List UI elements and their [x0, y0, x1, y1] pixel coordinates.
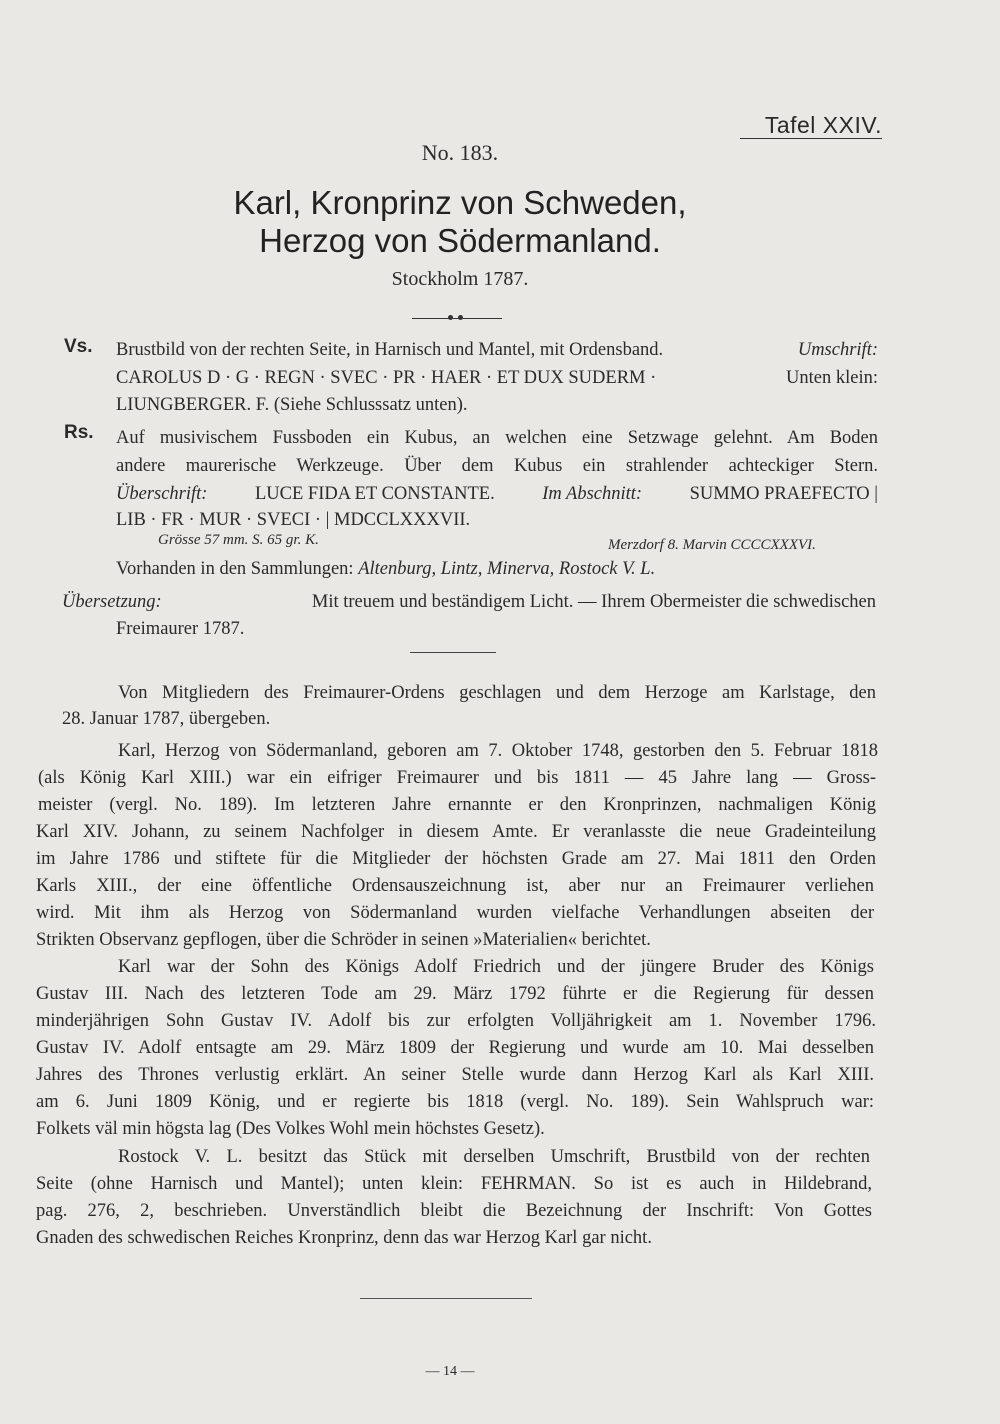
obverse-small-label: Unten klein: [786, 368, 878, 388]
collections-list: Altenburg, Lintz, Minerva, Rostock V. L. [358, 559, 656, 579]
body-line: Strikten Observanz gepflogen, über die Schröder in seinen »Materialien« berichtet. [36, 930, 651, 950]
plate-underline [740, 138, 882, 139]
collections-label: Vorhanden in den Sammlungen: [116, 559, 354, 579]
reverse-line-1: Auf musivischem Fussboden ein Kubus, an welchen eine Setzwage gelehnt. Am Boden [116, 428, 878, 448]
translation-text: Mit treuem und beständigem Licht. — Ihrem Obermeister die schwedischen [311, 592, 876, 612]
reverse-overscript-label: Überschrift: [116, 484, 208, 504]
plate-label: Tafel XXIV. [764, 112, 882, 138]
body-line: Gustav IV. Adolf entsagte am 29. März 1809 der Regierung und wurde am 10. Mai desselben [36, 1038, 874, 1058]
body-line: wird. Mit ihm als Herzog von Södermanland wurden vielfache Verhandlungen abseiten der [36, 903, 874, 923]
body-line: im Jahre 1786 und stiftete für die Mitglieder der höchsten Grade am 27. Mai 1811 den Orden [36, 849, 876, 869]
collections-line [116, 557, 655, 581]
body-line: Von Mitgliedern des Freimaurer-Ordens geschlagen und dem Herzoge am Karlstage, den [118, 683, 876, 703]
size-weight: Grösse 57 mm. S. 65 gr. K. [158, 532, 319, 548]
reverse-line-4: LIB · FR · MUR · SVECI · | MDCCLXXXVII. [116, 510, 471, 530]
reverse-overscript: LUCE FIDA ET CONSTANTE. [254, 484, 495, 504]
reverse-line-3 [116, 482, 878, 506]
body-line: Karl, Herzog von Södermanland, geboren am 7. Oktober 1748, gestorben den 5. Februar 1818 [118, 741, 878, 761]
reverse-exergue-label: Im Abschnitt: [542, 484, 643, 504]
references: Merzdorf 8. Marvin CCCCXXXVI. [608, 537, 816, 553]
body-line: Karl XIV. Johann, zu seinem Nachfolger in diesem Amte. Er veranlasste die neue Gradeinteilung [36, 822, 876, 842]
page-number: — 14 — [425, 1364, 475, 1379]
entry-number: No. 183. [421, 140, 499, 165]
body-line: Gnaden des schwedischen Reiches Kronprinz, denn das war Herzog Karl gar nicht. [36, 1228, 652, 1248]
body-line: am 6. Juni 1809 König, und er regierte bis 1818 (vergl. No. 189). Sein Wahlspruch war: [36, 1092, 874, 1112]
body-line: Folkets väl min högsta lag (Des Volkes Wohl mein höchstes Gesetz). [36, 1119, 545, 1139]
body-line: Jahres des Thrones verlustig erklärt. An seiner Stelle wurde dann Herzog Karl als Karl XIII. [36, 1065, 874, 1085]
body-line: pag. 276, 2, beschrieben. Unverständlich bleibt die Bezeichnung der Inschrift: Von Gottes [36, 1201, 872, 1221]
reverse-label: Rs. [64, 422, 94, 443]
obverse-text-1: Brustbild von der rechten Seite, in Harnisch und Mantel, mit Ordensband. [116, 340, 664, 360]
section-divider [410, 652, 496, 653]
body-line: Gustav III. Nach des letzteren Tode am 29. März 1792 führte er die Regierung für dessen [36, 984, 874, 1004]
body-line: Seite (ohne Harnisch und Mantel); unten klein: FEHRMAN. So ist es auch in Hildebrand, [36, 1174, 872, 1194]
body-line: (als König Karl XIII.) war ein eifriger Freimaurer und bis 1811 — 45 Jahre lang — Gross- [38, 768, 876, 788]
obverse-line-2 [116, 366, 878, 390]
body-line: Rostock V. L. besitzt das Stück mit derselben Umschrift, Brustbild von der rechten [118, 1147, 870, 1167]
obverse-inscription: CAROLUS D · G · REGN · SVEC · PR · HAER · ET DUX SUDERM · [116, 368, 657, 388]
translation-line-1 [62, 590, 876, 614]
obverse-line-3: LIUNGBERGER. F. (Siehe Schlusssatz unten). [116, 395, 468, 415]
translation-label: Übersetzung: [62, 592, 162, 612]
title-line-2: Herzog von Södermanland. [259, 222, 661, 259]
body-line: Karls XIII., der eine öffentliche Ordensauszeichnung ist, aber nur an Freimaurer verliehen [36, 876, 874, 896]
obverse-label: Vs. [64, 336, 93, 357]
title-line-1: Karl, Kronprinz von Schweden, [233, 184, 687, 221]
reverse-exergue-1: SUMMO PRAEFECTO | [689, 484, 878, 504]
footer-divider [360, 1298, 532, 1299]
body-line: minderjährigen Sohn Gustav IV. Adolf bis zur erfolgten Volljährigkeit am 1. November 1796. [36, 1011, 876, 1031]
reverse-line-2: andere maurerische Werkzeuge. Über dem Kubus ein strahlender achteckiger Stern. [116, 456, 878, 476]
body-line: Karl war der Sohn des Königs Adolf Friedrich und der jüngere Bruder des Königs [118, 957, 874, 977]
obverse-line-1 [116, 338, 878, 362]
place-date: Stockholm 1787. [391, 268, 529, 290]
body-line: meister (vergl. No. 189). Im letzteren Jahre ernannte er den Kronprinzen, nachmaligen König [38, 795, 876, 815]
body-line: 28. Januar 1787, übergeben. [62, 709, 271, 729]
translation-line-2: Freimaurer 1787. [116, 619, 245, 639]
ornament-divider [412, 314, 502, 324]
obverse-inscription-label: Umschrift: [797, 340, 878, 360]
